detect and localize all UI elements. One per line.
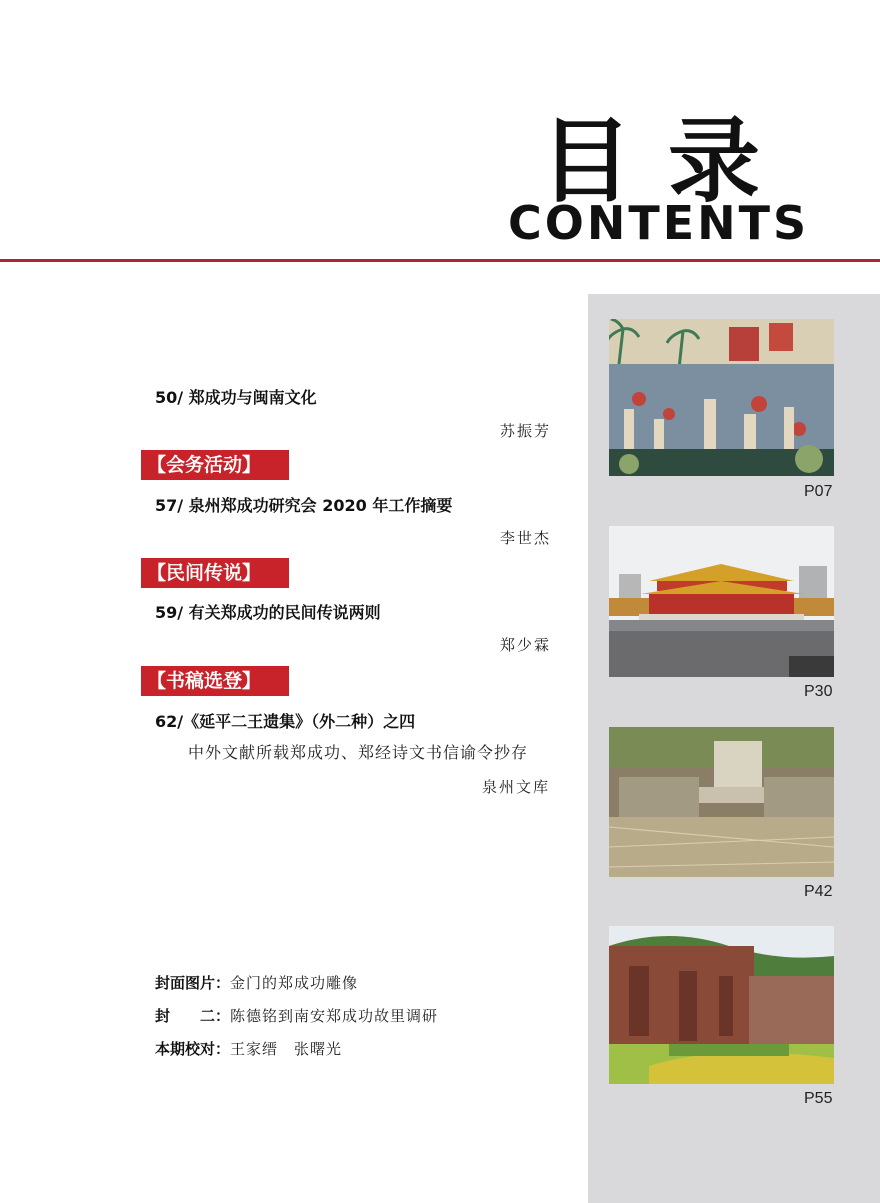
temple-courtyard-image [609, 526, 834, 677]
credit-label: 封 二： [155, 1007, 231, 1025]
credit-value: 陈德铭到南安郑成功故里调研 [230, 1007, 439, 1025]
photo-label-p07: P07 [804, 483, 833, 500]
mural-painting-image [609, 319, 834, 476]
credit-label: 封面图片： [155, 974, 231, 992]
toc-entry-subtitle: 中外文献所载郑成功、郑经诗文书信谕令抄存 [188, 743, 529, 762]
stone-tomb-ruins-image [609, 727, 834, 877]
toc-author: 苏振芳 [500, 422, 552, 440]
credit-cover-two [155, 1005, 438, 1026]
toc-entry[interactable]: 59/ 有关郑成功的民间传说两则 [155, 603, 381, 622]
page-title-en: CONTENTS [508, 196, 810, 250]
photo-label-p42: P42 [804, 883, 833, 900]
page-title-cn: 目录 [540, 108, 797, 215]
section-header-legends: 【民间传说】 [141, 558, 289, 588]
credit-value: 金门的郑成功雕像 [230, 974, 359, 992]
credit-proofreading [155, 1038, 342, 1059]
credit-cover-photo [155, 972, 358, 993]
credit-value: 王家缙 张曙光 [230, 1040, 343, 1058]
section-header-manuscripts: 【书稿选登】 [141, 666, 289, 696]
toc-entry[interactable]: 62/《延平二王遗集》（外二种）之四 [155, 712, 416, 731]
toc-author: 郑少霖 [500, 636, 552, 654]
credit-label: 本期校对： [155, 1040, 231, 1058]
photo-label-p55: P55 [804, 1090, 833, 1107]
section-header-meeting: 【会务活动】 [141, 450, 289, 480]
photo-label-p30: P30 [804, 683, 833, 700]
toc-entry[interactable]: 50/ 郑成功与闽南文化 [155, 388, 317, 407]
toc-author: 李世杰 [500, 529, 552, 547]
toc-author: 泉州文库 [482, 778, 551, 796]
header-divider [0, 259, 880, 262]
toc-entry[interactable]: 57/ 泉州郑成功研究会 2020 年工作摘要 [155, 496, 453, 515]
brick-ruins-garden-image [609, 926, 834, 1084]
